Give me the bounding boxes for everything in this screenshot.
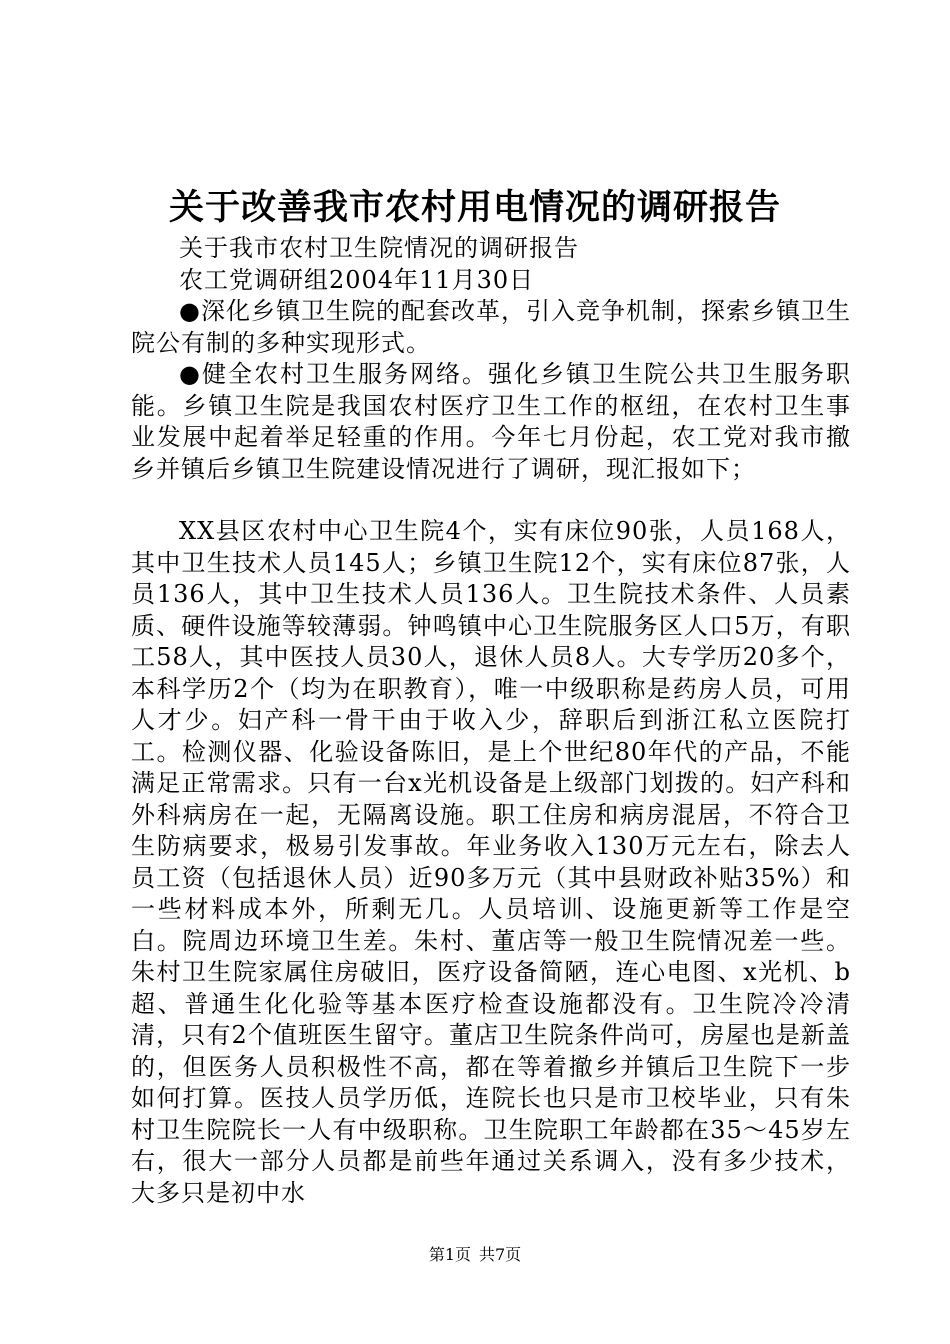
document-title: 关于改善我市农村用电情况的调研报告 [168,187,781,228]
paragraph: ●健全农村卫生服务网络。强化乡镇卫生院公共卫生服务职能。乡镇卫生院是我国农村医疗卫生工作的枢纽，在农村卫生事业发展中起着举足轻重的作用。今年七月份起，农工党对我市撤乡并镇后乡镇卫生院建设情况进行了调研，现汇报如下； [131,360,851,483]
paragraph-spacer [131,485,851,516]
page-number: 第1页 [428,1245,471,1264]
document-byline: 农工党调研组2004年11月30日 [179,265,535,294]
paragraph: XX县区农村中心卫生院4个，实有床位90张，人员168人，其中卫生技术人员145人；乡镇卫生院12个，实有床位87张，人员136人，其中卫生技术人员136人。卫生院技术条件、人员素质、硬件设施等较薄弱。钟鸣镇中心卫生院服务区人口5万，有职工58人，其中医技人员30人，退休人员8人。大专学历20多个，本科学历2个（均为在职教育），唯一中级职称是药房人员，可用人才少。妇产科一骨干由于收入少，辞职后到浙江私立医院打工。检测仪器、化验设备陈旧，是上个世纪80年代的产品，不能满足正常需求。只有一台x光机设备是上级部门划拨的。妇产科和外科病房在一起，无隔离设施。职工住房和病房混居，不符合卫生防病要求，极易引发事故。年业务收入130万元左右，除去人员工资（包括退休人员）近90多万元（其中县财政补贴35%）和一些材料成本外，所剩无几。人员培训、设施更新等工作是空白。院周边环境卫生差。朱村、董店等一般卫生院情况差一些。朱村卫生院家属住房破旧，医疗设备简陋，连心电图、x光机、b超、普通生化化验等基本医疗检查设施都没有。卫生院冷冷清清，只有2个值班医生留守。董店卫生院条件尚可，房屋也是新盖的，但医务人员积极性不高，都在等着撤乡并镇后卫生院下一步如何打算。医技人员学历低，连院长也只是市卫校毕业，只有朱村卫生院院长一人有中级职称。卫生院职工年龄都在35～45岁左右，很大一部分人员都是前些年通过关系调入，没有多少技术，大多只是初中水 [131,517,851,1207]
document-subtitle: 关于我市农村卫生院情况的调研报告 [179,234,579,262]
paragraph: ●深化乡镇卫生院的配套改革，引入竞争机制，探索乡镇卫生院公有制的多种实现形式。 [131,297,851,357]
document-body [131,233,851,1209]
page-footer [0,1244,950,1266]
page-total: 共7页 [479,1245,522,1264]
